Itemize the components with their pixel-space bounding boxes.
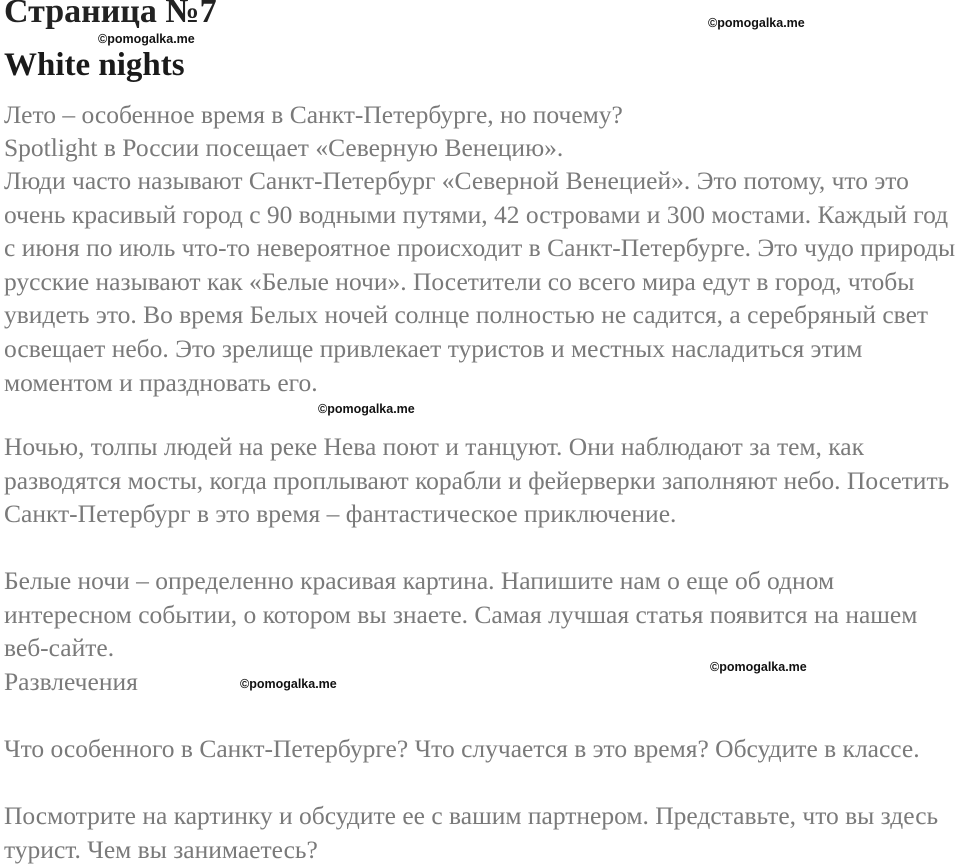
discussion-question: Что особенного в Санкт-Петербурге? Что случается в это время? Обсудите в классе. bbox=[4, 734, 920, 763]
paragraph: Люди часто называют Санкт-Петербург «Северной Венецией». Это потому, что это очень красивый город с 90 водными путями, 42 островами и 300 мостами. Каждый год с июня по июль что-то невероятное происходит в Санкт-Петербурге. Это чудо природы русские называют как «Белые ночи». Посетители со всего мира едут в город, чтобы увидеть это. Во время Белых ночей солнце полностью не садится, а серебряный свет освещает небо. Это зрелище привлекает туристов и местных насладиться этим моментом и праздновать его. bbox=[4, 166, 956, 397]
watermark: ©pomogalka.me bbox=[710, 660, 807, 674]
paragraph: Ночью, толпы людей на реке Нева поют и танцуют. Они наблюдают за тем, как разводятся мосты, когда проплывают корабли и фейерверки заполняют небо. Посетить Санкт-Петербург в это время – фантастическое приключение. bbox=[4, 432, 950, 529]
watermark: ©pomogalka.me bbox=[98, 32, 195, 46]
discussion-question: Посмотрите на картинку и обсудите ее с вашим партнером. Представьте, что вы здесь турист. Чем вы занимаетесь? bbox=[4, 801, 939, 864]
section-label: Развлечения bbox=[4, 667, 138, 696]
watermark: ©pomogalka.me bbox=[708, 16, 805, 30]
page-title: Страница №7 bbox=[4, 0, 217, 30]
intro-line: Лето – особенное время в Санкт-Петербурге, но почему? bbox=[4, 100, 623, 129]
paragraph: Белые ночи – определенно красивая картина. Напишите нам о еще об одном интересном событии, о котором вы знаете. Самая лучшая статья появится на нашем веб-сайте. bbox=[4, 566, 918, 663]
watermark: ©pomogalka.me bbox=[318, 402, 415, 416]
intro-line: Spotlight в России посещает «Северную Венецию». bbox=[4, 133, 564, 162]
article-heading: White nights bbox=[4, 47, 185, 83]
watermark: ©pomogalka.me bbox=[240, 677, 337, 691]
